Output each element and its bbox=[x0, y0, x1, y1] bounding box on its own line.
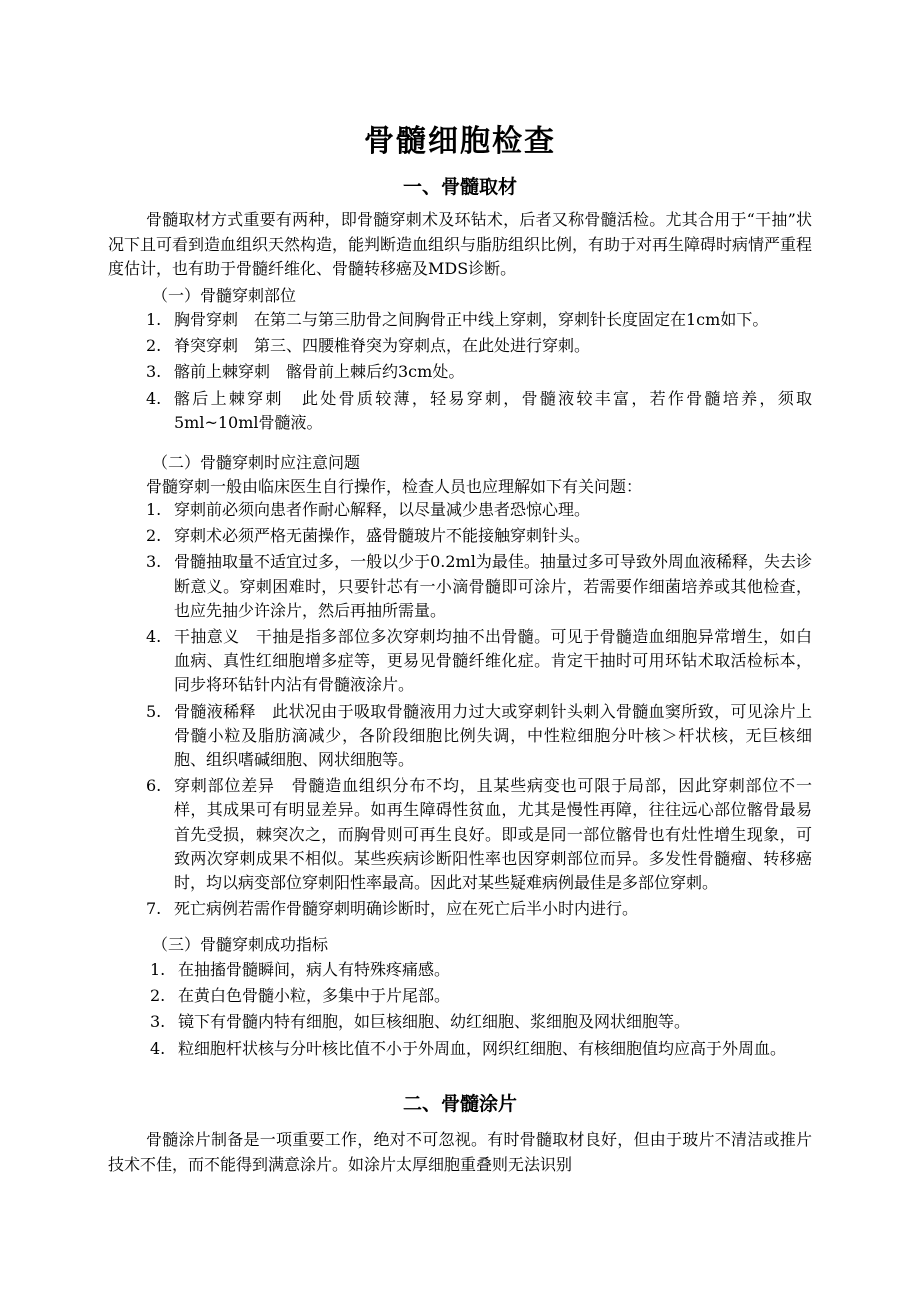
list-item-number: 4. bbox=[150, 1038, 166, 1058]
list-item-number: 4. bbox=[146, 627, 162, 647]
list-item-text: 脊突穿刺 第三、四腰椎脊突为穿刺点，在此处进行穿刺。 bbox=[174, 336, 591, 356]
list-item bbox=[146, 700, 812, 773]
list-item-number: 3. bbox=[146, 362, 162, 382]
section1-heading: 一、骨髓取材 bbox=[402, 176, 517, 198]
list-item-number: 1. bbox=[146, 500, 162, 519]
section2-heading: 二、骨髓涂片 bbox=[402, 1093, 517, 1115]
list-item bbox=[150, 1010, 812, 1034]
sub3-list bbox=[150, 958, 812, 1063]
document-title: 骨髓细胞检查 bbox=[364, 124, 556, 159]
list-item-number: 6. bbox=[146, 776, 162, 796]
section2-intro-paragraph: 骨髓涂片制备是一项重要工作，绝对不可忽视。有时骨髓取材良好，但由于玻片不清洁或推片技术不佳，而不能得到满意涂片。如涂片太厚细胞重叠则无法识别 bbox=[108, 1130, 812, 1174]
list-item-number: 3. bbox=[146, 552, 162, 572]
list-item-text: 在抽搐骨髓瞬间，病人有特殊疼痛感。 bbox=[178, 960, 451, 979]
list-item bbox=[146, 360, 812, 384]
list-item-number: 5. bbox=[146, 701, 162, 721]
sub2-lead: 骨髓穿刺一般由临床医生自行操作，检查人员也应理解如下有关问题： bbox=[146, 477, 643, 496]
list-item-number: 2. bbox=[150, 986, 166, 1006]
section1-intro-paragraph: 骨髓取材方式重要有两种，即骨髓穿刺术及环钻术，后者又称骨髓活检。尤其合用于“干抽”状况下且可看到造血组织天然构造，能判断造血组织与脂肪组织比例，有助于对再生障碍时病情严重程度估计，也有助于骨髓纤维化、骨髓转移癌及MDS诊断。 bbox=[108, 210, 813, 278]
list-item-text: 死亡病例若需作骨髓穿刺明确诊断时，应在死亡后半小时内进行。 bbox=[174, 899, 639, 919]
list-item bbox=[146, 774, 812, 895]
sub1-heading: （一）骨髓穿刺部位 bbox=[152, 286, 297, 305]
list-item-number: 1. bbox=[150, 960, 166, 979]
list-item-text: 胸骨穿刺 在第二与第三肋骨之间胸骨正中线上穿刺，穿刺针长度固定在1cm如下。 bbox=[174, 310, 769, 329]
list-item bbox=[146, 387, 812, 435]
list-item-number: 1. bbox=[146, 310, 162, 329]
sub3-heading: （三）骨髓穿刺成功指标 bbox=[152, 935, 329, 954]
list-item-text: 髂前上棘穿刺 髂骨前上棘后约3cm处。 bbox=[174, 362, 465, 382]
list-item bbox=[150, 1037, 812, 1061]
sub2-heading: （二）骨髓穿刺时应注意问题 bbox=[152, 453, 361, 472]
list-item-text: 在黄白色骨髓小粒，多集中于片尾部。 bbox=[178, 986, 451, 1006]
list-item-text: 穿刺前必须向患者作耐心解释，以尽量减少患者恐惊心理。 bbox=[174, 500, 591, 519]
list-item-number: 4. bbox=[146, 388, 162, 408]
list-item bbox=[146, 498, 812, 522]
list-item bbox=[146, 524, 812, 548]
list-item bbox=[146, 550, 812, 623]
list-item-number: 2. bbox=[146, 526, 162, 546]
sub2-list bbox=[146, 498, 812, 923]
list-item-number: 2. bbox=[146, 336, 162, 356]
list-item-text: 骨髓抽取量不适宜过多，一般以少于0.2ml为最佳。抽量过多可导致外周血液稀释，失去诊断意义。穿刺困难时，只要针芯有一小滴骨髓即可涂片，若需要作细菌培养或其他检查，也应先抽少许涂片，然后再抽所需量。 bbox=[174, 552, 812, 620]
list-item bbox=[150, 958, 812, 982]
list-item bbox=[150, 984, 812, 1008]
list-item-text: 穿刺术必须严格无菌操作，盛骨髓玻片不能接触穿刺针头。 bbox=[174, 526, 591, 546]
list-item bbox=[146, 897, 812, 921]
sub1-list bbox=[146, 308, 812, 437]
list-item-text: 穿刺部位差异 骨髓造血组织分布不均，且某些病变也可限于局部，因此穿刺部位不一样，其成果可有明显差异。如再生障碍性贫血，尤其是慢性再障，往往远心部位髂骨最易首先受损，棘突次之，而胸骨则可再生良好。即或是同一部位髂骨也有灶性增生现象，可致两次穿刺成果不相似。某些疾病诊断阳性率也因穿刺部位而异。多发性骨髓瘤、转移癌时，均以病变部位穿刺阳性率最高。因此对某些疑难病例最佳是多部位穿刺。 bbox=[174, 776, 812, 893]
list-item-text: 髂后上棘穿刺 此处骨质较薄，轻易穿刺，骨髓液较丰富，若作骨髓培养，须取5ml~10ml骨髓液。 bbox=[174, 388, 812, 432]
list-item bbox=[146, 308, 812, 332]
list-item-text: 干抽意义 干抽是指多部位多次穿刺均抽不出骨髓。可见于骨髓造血细胞异常增生，如白血病、真性红细胞增多症等，更易见骨髓纤维化症。肯定干抽时可用环钻术取活检标本，同步将环钻针内沾有骨髓液涂片。 bbox=[174, 627, 812, 695]
list-item-text: 骨髓液稀释 此状况由于吸取骨髓液用力过大或穿刺针头刺入骨髓血窦所致，可见涂片上骨髓小粒及脂肪滴减少，各阶段细胞比例失调，中性粒细胞分叶核＞杆状核，无巨核细胞、组织嗜碱细胞、网状细胞等。 bbox=[174, 701, 812, 770]
list-item bbox=[146, 625, 812, 698]
list-item-text: 镜下有骨髓内特有细胞，如巨核细胞、幼红细胞、浆细胞及网状细胞等。 bbox=[178, 1012, 691, 1032]
list-item-number: 3. bbox=[150, 1012, 166, 1032]
list-item-number: 7. bbox=[146, 899, 162, 919]
list-item bbox=[146, 334, 812, 358]
list-item-text: 粒细胞杆状核与分叶核比值不小于外周血，网织红细胞、有核细胞值均应高于外周血。 bbox=[178, 1038, 787, 1058]
